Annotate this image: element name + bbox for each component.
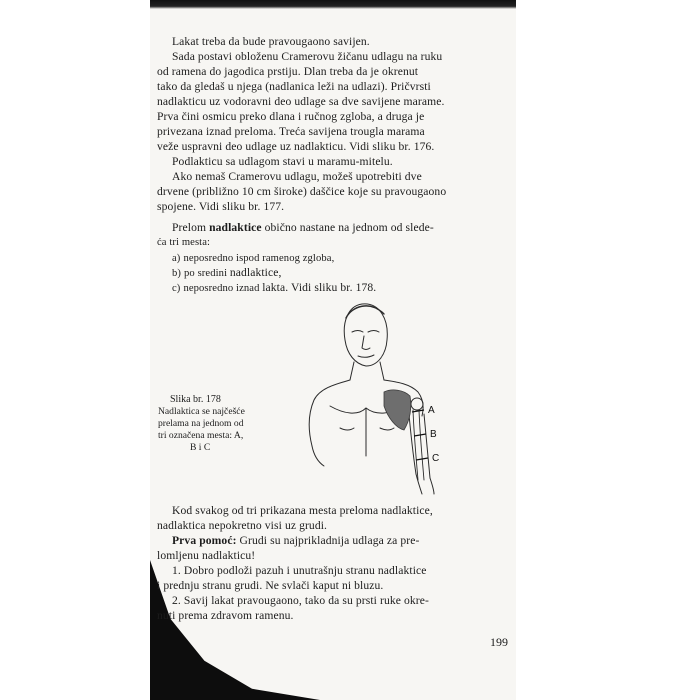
text-line: Prva čini osmicu preko dlana i ručnog zgloba, a druga je bbox=[157, 110, 425, 123]
list-item bbox=[172, 281, 376, 296]
list-text: neposredno iznad bbox=[183, 283, 263, 294]
text-line: Podlakticu sa udlagom stavi u maramu-mitelu. bbox=[172, 155, 393, 168]
figure-left-shoulder bbox=[309, 380, 350, 446]
figure-humeral-head bbox=[411, 398, 423, 410]
text-line: privezana iznad preloma. Treća savijena trougla marama bbox=[157, 125, 425, 138]
scan-top-edge bbox=[150, 0, 516, 9]
list-text: lakta. Vidi sliku br. 178. bbox=[262, 281, 377, 294]
text-line: tako da gledaš u njega (nadlanica leži na udlazi). Pričvrsti bbox=[157, 80, 431, 93]
text-line: Sada postavi obloženu Cramerovu žičanu udlagu na ruku bbox=[172, 50, 443, 63]
text-line: nuti prema zdravom ramenu. bbox=[157, 609, 294, 622]
text-line: veže uspravni deo udlage uz nadlakticu. Vidi sliku br. 176. bbox=[157, 140, 435, 153]
figure-caption-line: B i C bbox=[190, 442, 211, 453]
text-line bbox=[172, 221, 434, 235]
figure-shaded-scapula bbox=[384, 390, 411, 430]
bold-term: Prva pomoć: bbox=[172, 534, 237, 547]
figure-head bbox=[344, 304, 387, 366]
text-span: Grudi su najprikladnija udlaga za pre- bbox=[236, 534, 420, 547]
text-line: i prednju stranu grudi. Ne svlači kaput ni bluzu. bbox=[157, 579, 384, 592]
text-line: ća tri mesta: bbox=[157, 237, 211, 248]
list-item bbox=[172, 251, 334, 266]
marker-label-c: C bbox=[432, 453, 440, 464]
text-span: obično nastane na jednom od slede- bbox=[261, 221, 434, 234]
marker-label-a: A bbox=[428, 405, 435, 416]
figure-illustration bbox=[300, 296, 460, 496]
text-line bbox=[172, 534, 419, 548]
list-marker: c) bbox=[172, 283, 181, 294]
list-marker: b) bbox=[172, 268, 182, 279]
text-line: 1. Dobro podloži pazuh i unutrašnju stranu nadlaktice bbox=[172, 564, 427, 577]
text-line: spojene. Vidi sliku br. 177. bbox=[157, 200, 285, 213]
page-number: 199 bbox=[490, 635, 508, 649]
text-line: Kod svakog od tri prikazana mesta preloma nadlaktice, bbox=[172, 504, 433, 517]
list-text: neposredno ispod ramenog zgloba, bbox=[183, 253, 335, 264]
text-line: Lakat treba da bude pravougaono savijen. bbox=[172, 35, 370, 48]
marker-label-b: B bbox=[430, 429, 437, 440]
text-line: 2. Savij lakat pravougaono, tako da su prsti ruke okre- bbox=[172, 594, 429, 607]
list-marker: a) bbox=[172, 253, 181, 264]
text-line: drvene (približno 10 cm široke) daščice koje su pravougaono bbox=[157, 185, 447, 198]
text-line: od ramena do jagodica prstiju. Dlan treba da je okrenut bbox=[157, 65, 419, 78]
figure-caption-line: tri označena mesta: A, bbox=[158, 430, 244, 441]
text-line: nadlaktica nepokretno visi uz grudi. bbox=[157, 519, 328, 532]
text-line: Ako nemaš Cramerovu udlagu, možeš upotrebiti dve bbox=[172, 170, 422, 183]
list-item bbox=[172, 266, 282, 281]
figure-caption-line: Nadlaktica se najčešće bbox=[158, 406, 245, 417]
bold-term: nadlaktice bbox=[209, 221, 262, 234]
figure-caption-title: Slika br. 178 bbox=[170, 394, 221, 405]
figure-humerus bbox=[413, 410, 424, 480]
figure-caption-line: prelama na jednom od bbox=[158, 418, 244, 429]
list-text: po sredini bbox=[184, 268, 230, 279]
text-line: lomljenu nadlakticu! bbox=[157, 549, 256, 562]
text-line: nadlakticu uz vodoravni deo udlage sa dve savijene marame. bbox=[157, 95, 445, 108]
list-text: nadlaktice, bbox=[229, 266, 282, 279]
text-span: Prelom bbox=[172, 221, 210, 234]
